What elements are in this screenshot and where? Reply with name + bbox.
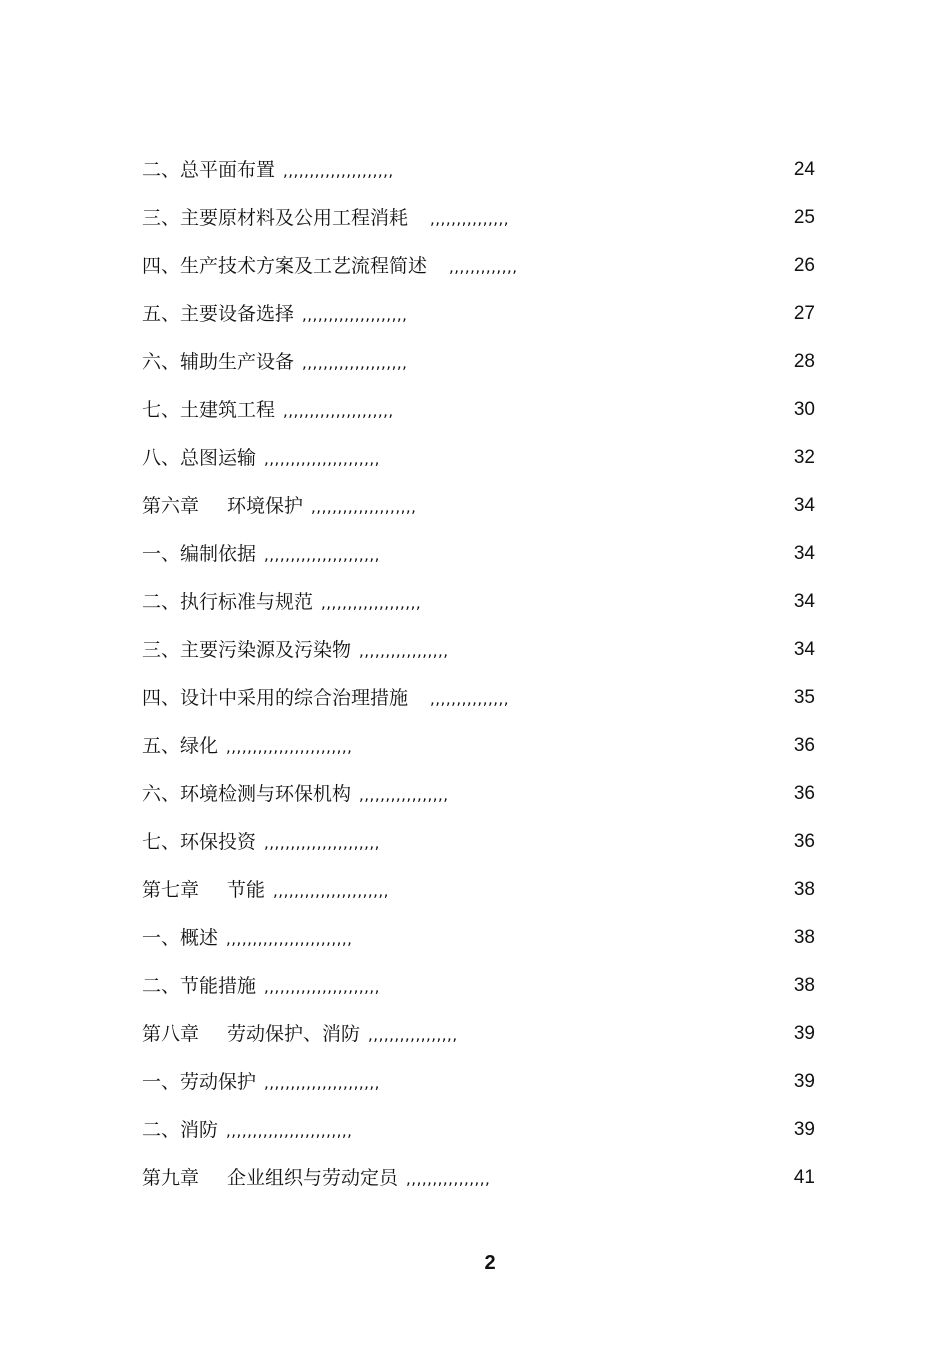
toc-entry-label: 二、消防 — [142, 1119, 219, 1141]
toc-chapter-entry[interactable] — [0, 484, 950, 532]
toc-leader: ,,,,,,,,,,,,,,,, — [406, 1170, 491, 1188]
toc-page-number: 38 — [793, 975, 815, 996]
footer-page-number: 2 — [484, 1252, 496, 1274]
toc-entry[interactable] — [0, 196, 950, 244]
toc-entry-label: 节能 — [227, 879, 266, 901]
toc-leader: ,,,,,,,,,,,,,,,,,,,, — [302, 354, 408, 372]
toc-entry-label: 一、劳动保护 — [142, 1071, 257, 1093]
toc-entry-title — [142, 676, 509, 721]
toc-leader: ,,,,,,,,,,,,,,,,,,,,,, — [273, 882, 389, 900]
toc-entry-title — [142, 1108, 352, 1153]
toc-page-number: 34 — [793, 543, 815, 564]
toc-page-number: 36 — [793, 735, 815, 756]
toc-entry-title — [142, 436, 380, 481]
toc-page-number: 39 — [793, 1071, 815, 1092]
toc-page-number: 26 — [793, 255, 815, 276]
toc-entry[interactable] — [0, 916, 950, 964]
toc-entry-title — [142, 196, 509, 241]
toc-entry-label: 三、主要原材料及公用工程消耗 — [142, 207, 409, 229]
toc-entry-title — [142, 772, 449, 817]
toc-leader: ,,,,,,,,,,,,,,,,,,,,,, — [264, 450, 380, 468]
toc-entry-title — [142, 1012, 458, 1057]
toc-page-number: 27 — [793, 303, 815, 324]
toc-chapter-number: 第七章 — [142, 879, 200, 901]
toc-entry-title — [142, 964, 380, 1009]
toc-entry[interactable] — [0, 676, 950, 724]
toc-entry-label: 二、执行标准与规范 — [142, 591, 314, 613]
toc-chapter-entry[interactable] — [0, 1156, 950, 1204]
toc-entry-label: 劳动保护、消防 — [227, 1023, 361, 1045]
toc-leader: ,,,,,,,,,,,,,,,,,,,, — [311, 498, 417, 516]
toc-leader: ,,,,,,,,,,,,,,,,,,,,,,,, — [226, 930, 353, 948]
toc-leader: ,,,,,,,,,,,,,,,,,,,,,,,, — [226, 1122, 353, 1140]
toc-leader: ,,,,,,,,,,,,,,,,,,,,,,,, — [226, 738, 353, 756]
toc-page-number: 28 — [793, 351, 815, 372]
toc-page-number: 34 — [793, 495, 815, 516]
toc-entry-title — [142, 580, 421, 625]
toc-entry[interactable] — [0, 388, 950, 436]
toc-entry[interactable] — [0, 964, 950, 1012]
toc-entry-title — [142, 148, 394, 193]
toc-entry-label: 企业组织与劳动定员 — [227, 1167, 399, 1189]
toc-entry[interactable] — [0, 532, 950, 580]
toc-entry-label: 七、环保投资 — [142, 831, 257, 853]
toc-page-number: 34 — [793, 639, 815, 660]
toc-page-number: 39 — [793, 1023, 815, 1044]
toc-chapter-number: 第六章 — [142, 495, 200, 517]
toc-leader: ,,,,,,,,,,,,,,,,,,,,, — [283, 402, 394, 420]
toc-entry-label: 六、辅助生产设备 — [142, 351, 295, 373]
toc-entry-title — [142, 340, 407, 385]
toc-page-number: 39 — [793, 1119, 815, 1140]
toc-leader: ,,,,,,,,,,,,,,,,, — [359, 786, 449, 804]
toc-entry-title — [142, 484, 416, 529]
toc-entry-label: 一、概述 — [142, 927, 219, 949]
toc-entry-label: 五、主要设备选择 — [142, 303, 295, 325]
toc-page-number: 30 — [793, 399, 815, 420]
toc-entry-label: 五、绿化 — [142, 735, 219, 757]
toc-entry[interactable] — [0, 1060, 950, 1108]
toc-entry-label: 四、生产技术方案及工艺流程简述 — [142, 255, 428, 277]
toc-leader: ,,,,,,,,,,,,,,,,,,,,,, — [264, 834, 380, 852]
toc-entry[interactable] — [0, 772, 950, 820]
toc-leader: ,,,,,,,,,,,,,,,,,,,, — [302, 306, 408, 324]
toc-entry-label: 二、总平面布置 — [142, 159, 276, 181]
toc-chapter-number: 第九章 — [142, 1167, 200, 1189]
toc-entry-label: 四、设计中采用的综合治理措施 — [142, 687, 409, 709]
toc-page-number: 32 — [793, 447, 815, 468]
toc-entry-label: 三、主要污染源及污染物 — [142, 639, 352, 661]
toc-entry-title — [142, 388, 394, 433]
toc-entry-label: 一、编制依据 — [142, 543, 257, 565]
toc-entry[interactable] — [0, 436, 950, 484]
toc-entry-title — [142, 532, 380, 577]
toc-page-number: 38 — [793, 879, 815, 900]
toc-page-number: 36 — [793, 783, 815, 804]
toc-chapter-entry[interactable] — [0, 868, 950, 916]
toc-page-number: 38 — [793, 927, 815, 948]
toc-entry-label: 环境保护 — [227, 495, 304, 517]
toc-page-number: 34 — [793, 591, 815, 612]
toc-chapter-entry[interactable] — [0, 1012, 950, 1060]
toc-leader: ,,,,,,,,,,,,,,, — [430, 210, 510, 228]
toc-page-number: 35 — [793, 687, 815, 708]
toc-page-number: 24 — [793, 159, 815, 180]
toc-entry[interactable] — [0, 292, 950, 340]
toc-leader: ,,,,,,,,,,,,,,,,, — [368, 1026, 458, 1044]
toc-entry[interactable] — [0, 1108, 950, 1156]
toc-leader: ,,,,,,,,,,,,,,,,,,,,,, — [264, 978, 380, 996]
toc-leader: ,,,,,,,,,,,,,,,,,,,,,, — [264, 1074, 380, 1092]
toc-leader: ,,,,,,,,,,,,,,,,, — [359, 642, 449, 660]
toc-leader: ,,,,,,,,,,,,, — [449, 258, 518, 276]
toc-entry-title — [142, 1156, 490, 1201]
toc-entry-title — [142, 1060, 380, 1105]
toc-chapter-number: 第八章 — [142, 1023, 200, 1045]
toc-entry[interactable] — [0, 628, 950, 676]
toc-entry[interactable] — [0, 340, 950, 388]
toc-entry[interactable] — [0, 724, 950, 772]
toc-entry-title — [142, 724, 352, 769]
toc-entry-title — [142, 820, 380, 865]
toc-page-number: 25 — [793, 207, 815, 228]
toc-leader: ,,,,,,,,,,,,,,,,,,,,, — [283, 162, 394, 180]
toc-entry-title — [142, 916, 352, 961]
toc-page-number: 36 — [793, 831, 815, 852]
toc-entry[interactable] — [0, 244, 950, 292]
toc-entry-label: 二、节能措施 — [142, 975, 257, 997]
toc-entry-title — [142, 244, 518, 289]
toc-entry[interactable] — [0, 820, 950, 868]
toc-leader: ,,,,,,,,,,,,,,,,,,,,,, — [264, 546, 380, 564]
toc-entry-label: 六、环境检测与环保机构 — [142, 783, 352, 805]
toc-entry-title — [142, 292, 407, 337]
table-of-contents — [0, 148, 950, 1204]
toc-entry[interactable] — [0, 580, 950, 628]
toc-leader: ,,,,,,,,,,,,,,, — [430, 690, 510, 708]
toc-entry-title — [142, 868, 389, 913]
toc-entry-title — [142, 628, 449, 673]
toc-leader: ,,,,,,,,,,,,,,,,,,, — [321, 594, 422, 612]
toc-page-number: 41 — [793, 1167, 815, 1188]
toc-entry-label: 七、土建筑工程 — [142, 399, 276, 421]
toc-entry[interactable] — [0, 148, 950, 196]
toc-entry-label: 八、总图运输 — [142, 447, 257, 469]
